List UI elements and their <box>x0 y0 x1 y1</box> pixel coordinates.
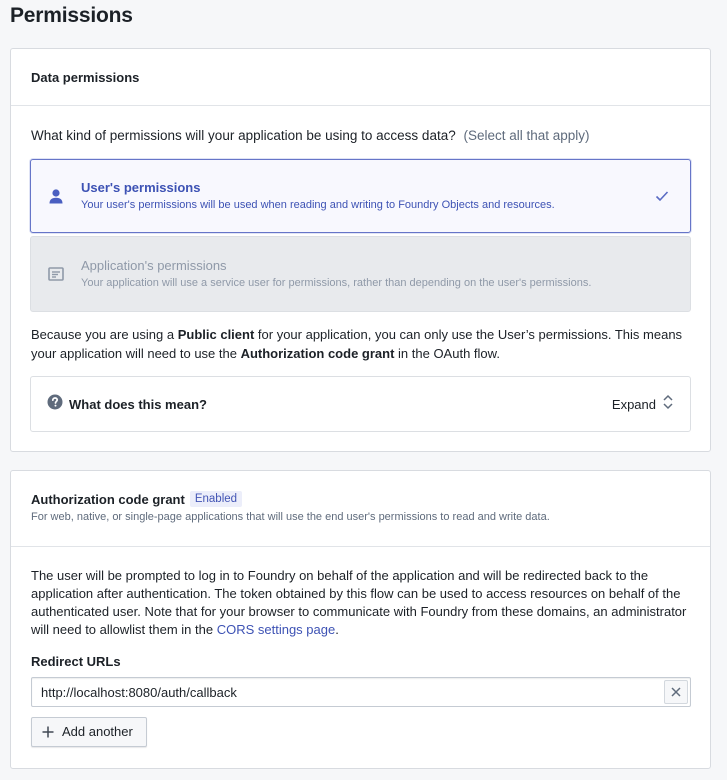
grant-description: For web, native, or single-page applications that will use the end user's permissions to read and write data. <box>31 511 550 523</box>
checkmark-icon <box>634 190 690 202</box>
grant-header <box>11 471 710 547</box>
add-another-button[interactable] <box>31 717 147 747</box>
question-hint: (Select all that apply) <box>463 128 590 143</box>
application-icon <box>31 267 81 281</box>
collapse-title: What does this mean? <box>69 396 207 412</box>
info-bold-auth-code-grant: Authorization code grant <box>240 346 395 361</box>
info-text-part: for your application, you can only use the User’s permissions. This means your application will need to use the <box>31 327 683 361</box>
option-description: Your user's permissions will be used when reading and writing to Foundry Objects and resources. <box>81 199 555 211</box>
grant-body-end: . <box>335 622 339 637</box>
option-title: User's permissions <box>81 180 201 195</box>
option-users-permissions[interactable] <box>30 159 691 233</box>
grant-title-row <box>31 491 690 507</box>
plus-icon <box>42 726 54 738</box>
public-client-info <box>31 325 701 363</box>
redirect-urls-label: Redirect URLs <box>31 654 121 669</box>
question-text: What kind of permissions will your application be using to access data? <box>31 128 456 143</box>
add-another-label: Add another <box>62 724 133 739</box>
grant-body <box>11 547 710 747</box>
grant-title: Authorization code grant <box>31 491 185 507</box>
enabled-badge: Enabled <box>190 491 242 507</box>
option-text <box>81 180 634 212</box>
data-permissions-card <box>10 48 711 452</box>
redirect-url-input[interactable] <box>32 678 664 706</box>
permissions-question <box>31 128 590 143</box>
authorization-code-grant-card <box>10 470 711 769</box>
expand-label[interactable]: Expand <box>611 396 656 412</box>
info-text-part: in the OAuth flow. <box>394 346 500 361</box>
double-caret-icon[interactable] <box>662 394 674 415</box>
grant-explanation <box>31 567 690 639</box>
help-icon <box>47 394 63 415</box>
option-text <box>81 258 690 290</box>
redirect-url-row <box>31 677 691 707</box>
data-permissions-title: Data permissions <box>31 69 140 85</box>
info-bold-public-client: Public client <box>177 327 255 342</box>
option-applications-permissions <box>30 236 691 312</box>
close-icon <box>671 687 681 697</box>
remove-url-button[interactable] <box>664 680 688 704</box>
option-title: Application's permissions <box>81 258 227 273</box>
what-does-this-mean-collapse[interactable] <box>30 376 691 432</box>
cors-settings-link[interactable]: CORS settings page <box>216 622 336 637</box>
data-permissions-header <box>11 49 710 106</box>
option-description: Your application will use a service user for permissions, rather than depending on the user's permissions. <box>81 277 592 289</box>
grant-body-text: The user will be prompted to log in to Foundry on behalf of the application and will be redirected back to the application after authentication. The token obtained by this flow can be used to access resources on behalf of the authenticated user. Note that for your browser to communicate with Foundry from these domains, an administrator will need to allowlist them in the <box>31 568 687 637</box>
person-icon <box>31 188 81 204</box>
page-title: Permissions <box>10 4 133 27</box>
info-text-part: Because you are using a <box>31 327 178 342</box>
